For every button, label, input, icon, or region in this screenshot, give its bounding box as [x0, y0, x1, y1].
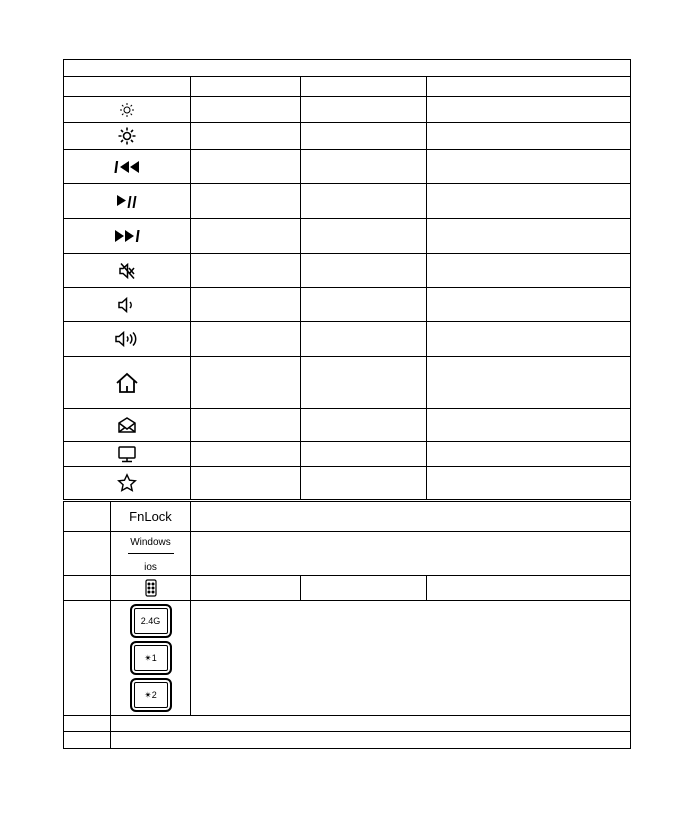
os-switch-key-cell	[111, 532, 191, 576]
header-cell-2	[191, 77, 301, 97]
key-cell	[64, 442, 191, 467]
table-row	[64, 442, 631, 467]
os-windows-label: Windows	[130, 537, 171, 548]
function-key-table	[63, 59, 630, 749]
home-icon	[115, 372, 139, 394]
fnlock-label: FnLock	[129, 508, 172, 524]
key-cell	[64, 97, 191, 123]
table-title-cell	[64, 60, 631, 77]
table-row	[64, 601, 631, 716]
table-row	[64, 716, 631, 732]
key-cell	[64, 322, 191, 357]
brightness-down-icon	[118, 101, 136, 119]
volume-up-icon	[114, 330, 140, 348]
key-cell	[64, 184, 191, 219]
table-row	[64, 501, 631, 532]
table-header-row	[64, 77, 631, 97]
next-track-icon	[114, 228, 140, 244]
header-cell-key	[64, 77, 191, 97]
key-cell	[64, 409, 191, 442]
desktop-icon	[117, 445, 137, 463]
table-row	[64, 254, 631, 288]
key-cell	[64, 150, 191, 184]
table-row	[64, 123, 631, 150]
key-cell	[64, 219, 191, 254]
table-row	[64, 732, 631, 749]
connection-keys-cell	[111, 601, 191, 716]
previous-track-icon	[114, 159, 140, 175]
table-row	[64, 219, 631, 254]
battery-keypad-icon	[145, 579, 157, 597]
table-row	[64, 288, 631, 322]
keycap-2-4g: 2.4G	[130, 604, 172, 638]
key-cell	[64, 288, 191, 322]
brightness-up-icon	[117, 126, 137, 146]
key-cell	[64, 123, 191, 150]
key-cell	[64, 254, 191, 288]
mute-icon	[118, 262, 136, 280]
keycap-bluetooth-1: ✴1	[130, 641, 172, 675]
mail-icon	[117, 416, 137, 434]
star-icon	[117, 473, 137, 493]
header-cell-3	[301, 77, 427, 97]
table-row	[64, 409, 631, 442]
table-row	[64, 576, 631, 601]
table-row	[64, 357, 631, 409]
volume-down-icon	[117, 296, 137, 314]
key-cell	[111, 576, 191, 601]
play-pause-icon	[116, 193, 138, 209]
table-row	[64, 467, 631, 501]
table-row	[64, 532, 631, 576]
fnlock-key-cell	[111, 501, 191, 532]
table-row	[64, 184, 631, 219]
key-cell	[64, 467, 191, 501]
header-cell-4	[427, 77, 631, 97]
table-row	[64, 322, 631, 357]
keycap-bluetooth-2: ✴2	[130, 678, 172, 712]
os-divider	[128, 553, 174, 554]
key-cell	[64, 357, 191, 409]
table-row	[64, 97, 631, 123]
table-row	[64, 150, 631, 184]
os-ios-label: ios	[144, 562, 157, 573]
table-title-row	[64, 60, 631, 77]
